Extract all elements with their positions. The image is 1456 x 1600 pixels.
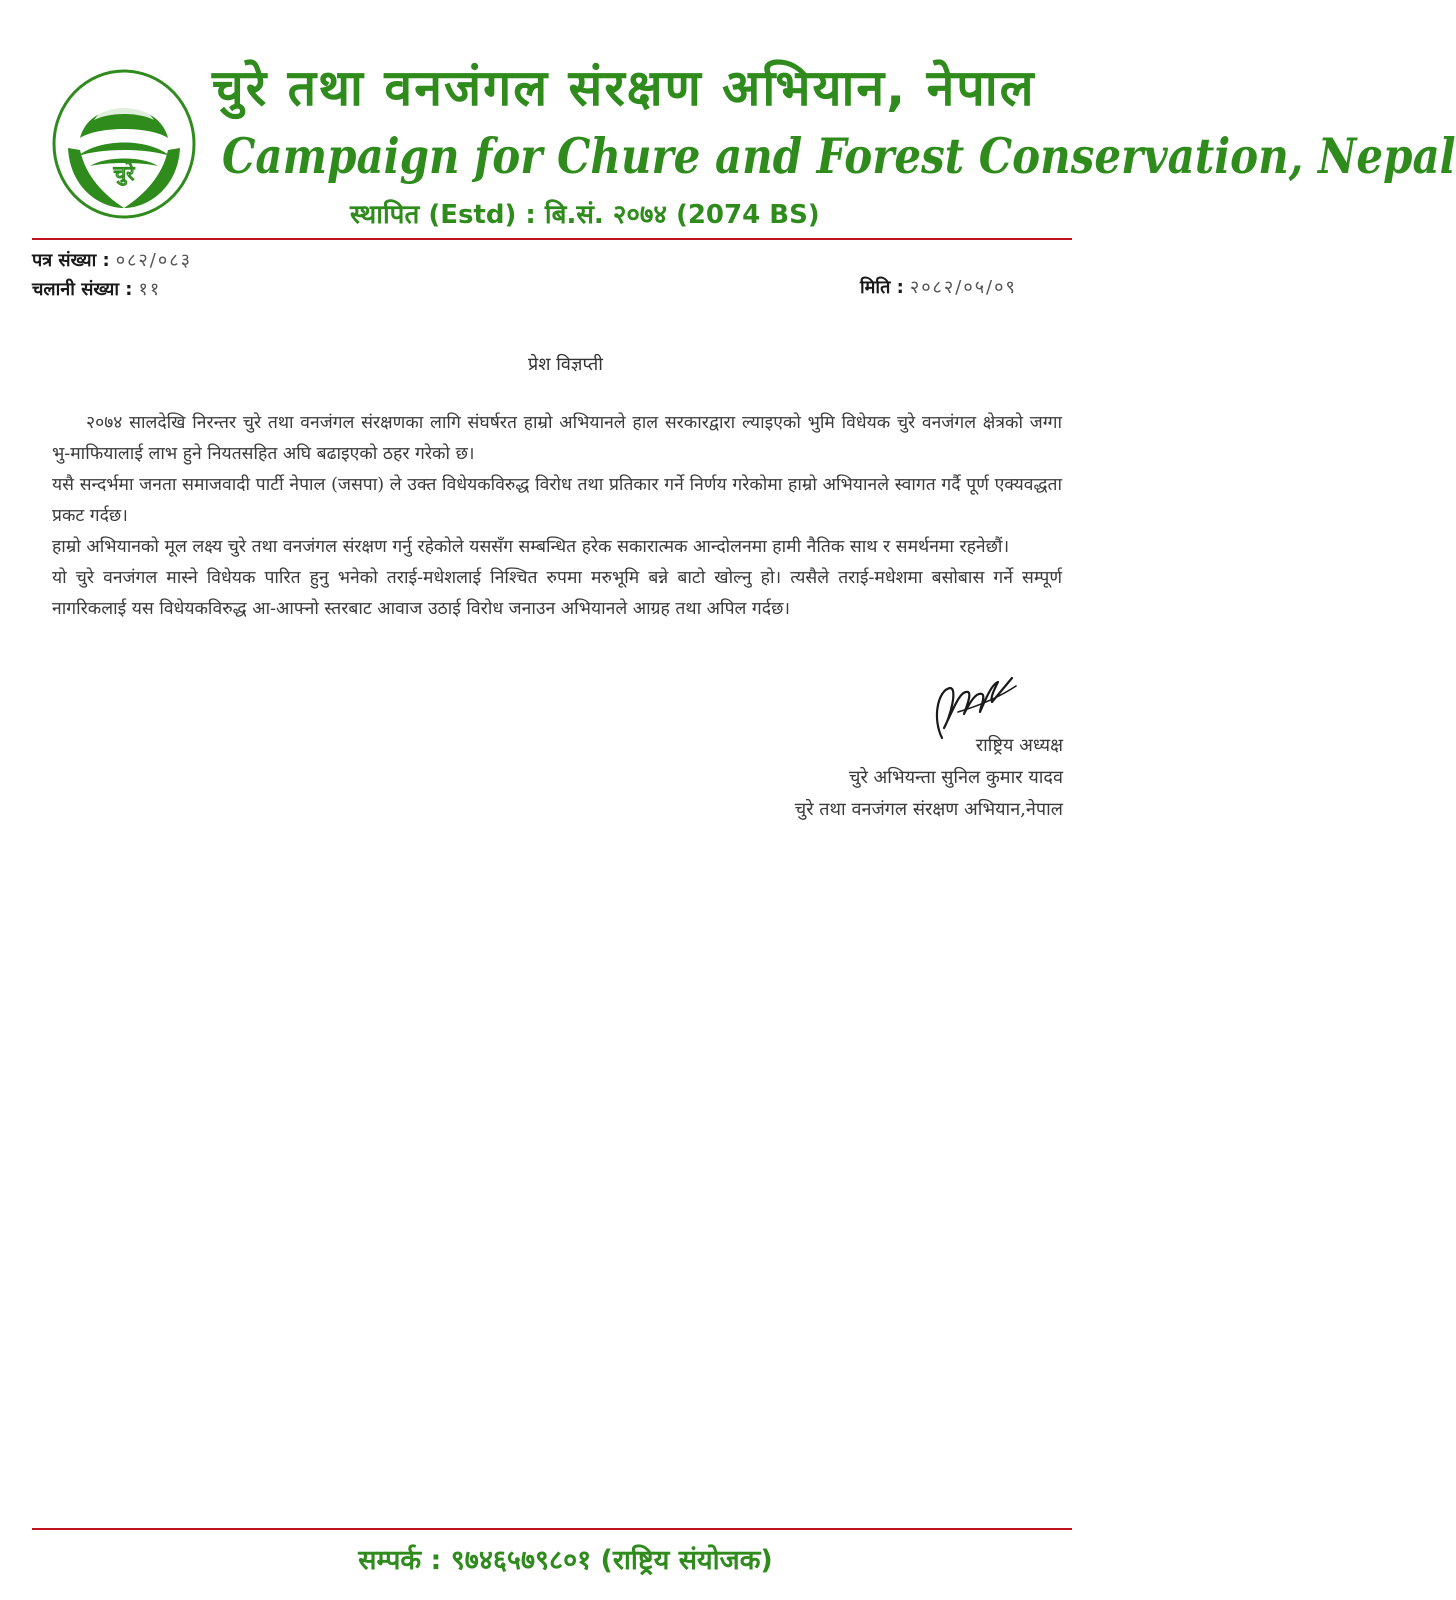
signatory-organization: चुरे तथा वनजंगल संरक्षण अभियान,नेपाल (794, 799, 1063, 820)
body-paragraph: २०७४ सालदेखि निरन्तर चुरे तथा वनजंगल संरक्षणका लागि संघर्षरत हाम्रो अभियानले हाल सरकारद्वारा ल्याइएको भुमि विधेयक चुरे वनजंगल क्षेत्रको जग्गा भु-माफियालाई लाभ हुने नियतसहित अघि बढाइएको ठहर गरेको छ। (52, 413, 1062, 464)
header-divider (32, 238, 1072, 240)
body-paragraph: यसै सन्दर्भमा जनता समाजवादी पार्टी नेपाल (जसपा) ले उक्त विधेयकविरुद्ध विरोध तथा प्रतिकार गर्ने निर्णय गरेकोमा हाम्रो अभियानले स्वागत गर्दै पूर्ण एक्यवद्धता प्रकट गर्दछ। (52, 475, 1062, 526)
campaign-logo (50, 68, 198, 220)
reference-number (32, 248, 192, 272)
organization-name-english: Campaign for Chure and Forest Conservation, Nepal (222, 128, 1456, 185)
body-paragraph: यो चुरे वनजंगल मास्ने विधेयक पारित हुनु भनेको तराई-मधेशलाई निश्चित रुपमा मरुभूमि बन्ने बाटो खोल्नु हो। त्यसैले तराई-मधेशमा बसोबास गर्ने सम्पूर्ण नागरिकलाई यस विधेयकविरुद्ध आ-आफ्नो स्तरबाट आवाज उठाई विरोध जनाउन अभियानले आग्रह तथा अपिल गर्दछ। (52, 568, 1062, 619)
letter-date (860, 275, 1017, 299)
dispatch-value: ११ (138, 279, 162, 300)
dispatch-number (32, 277, 161, 301)
footer-divider (32, 1528, 1072, 1530)
reference-label: पत्र संख्या : (32, 250, 110, 271)
date-label: मिति : (860, 277, 904, 298)
letter-subject: प्रेश विज्ञप्ती (528, 354, 603, 375)
body-paragraph: हाम्रो अभियानको मूल लक्ष्य चुरे तथा वनजंगल संरक्षण गर्नु रहेकोले यससँग सम्बन्धित हरेक सकारात्मक आन्दोलनमा हामी नैतिक साथ र समर्थनमा रहनेछौं। (52, 537, 1010, 557)
contact-footer: सम्पर्क : ९७४६५७९८०१ (राष्ट्रिय संयोजक) (358, 1545, 773, 1576)
organization-name-nepali: चुरे तथा वनजंगल संरक्षण अभियान, नेपाल (212, 59, 1036, 117)
signatory-title: राष्ट्रिय अध्यक्ष (975, 735, 1063, 756)
signatory-block (795, 730, 1063, 826)
letterhead (0, 0, 1456, 240)
established-line: स्थापित (Estd) : बि.सं. २०७४ (2074 BS) (350, 200, 820, 230)
reference-value: ०८२/०८३ (115, 250, 192, 271)
date-value: २०८२/०५/०९ (909, 277, 1017, 298)
logo-text: चुरे (113, 161, 135, 185)
letter-body (52, 408, 1062, 625)
dispatch-label: चलानी संख्या : (32, 279, 133, 300)
signatory-name: चुरे अभियन्ता सुनिल कुमार यादव (849, 767, 1063, 788)
